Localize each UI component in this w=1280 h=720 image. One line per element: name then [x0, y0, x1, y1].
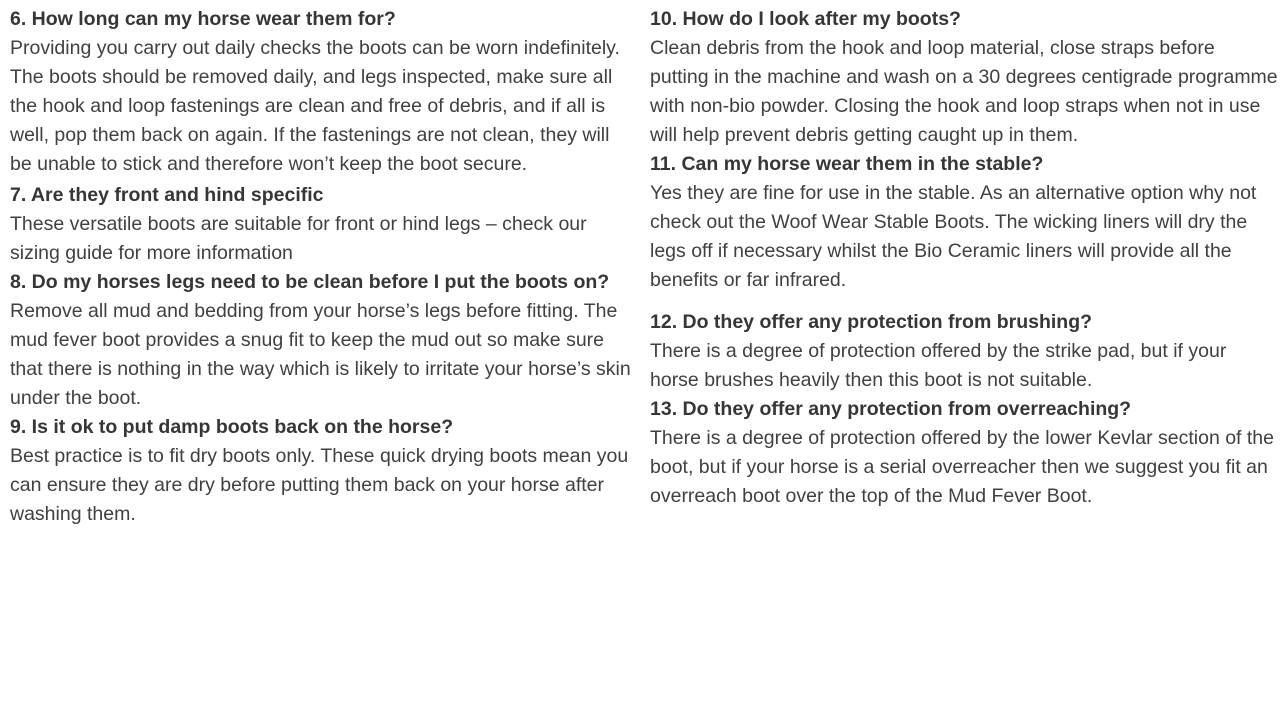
faq-answer: These versatile boots are suitable for front or hind legs – check our sizing guide for more information — [10, 213, 587, 264]
faq-item-6 — [10, 5, 635, 179]
faq-item-9 — [10, 413, 635, 529]
faq-question: 10. How do I look after my boots? — [650, 8, 961, 30]
faq-answer: Remove all mud and bedding from your horse’s legs before fitting. The mud fever boot provides a snug fit to keep the mud out so make sure that there is nothing in the way which is likely to irritate your horse’s skin under the boot. — [10, 300, 631, 409]
faq-question: 11. Can my horse wear them in the stable? — [650, 153, 1044, 175]
faq-question: 13. Do they offer any protection from overreaching? — [650, 398, 1132, 420]
faq-item-7 — [10, 181, 635, 268]
faq-answer: Clean debris from the hook and loop material, close straps before putting in the machine and wash on a 30 degrees centigrade programme with non-bio powder. Closing the hook and loop straps when not in use will help prevent debris getting caught up in them. — [650, 37, 1278, 146]
faq-question: 12. Do they offer any protection from brushing? — [650, 311, 1093, 333]
faq-answer: Best practice is to fit dry boots only. These quick drying boots mean you can ensure they are dry before putting them back on your horse after washing them. — [10, 445, 629, 525]
faq-question: 6. How long can my horse wear them for? — [10, 8, 396, 30]
faq-item-12 — [650, 308, 1278, 395]
faq-item-8 — [10, 268, 635, 413]
faq-right-column — [650, 5, 1278, 511]
faq-question: 9. Is it ok to put damp boots back on the horse? — [10, 416, 454, 438]
faq-item-11 — [650, 150, 1278, 295]
faq-question: 8. Do my horses legs need to be clean before I put the boots on? — [10, 271, 610, 293]
faq-left-column — [10, 5, 635, 529]
faq-answer: Yes they are fine for use in the stable. As an alternative option why not check out the Woof Wear Stable Boots. The wicking liners will dry the legs off if necessary whilst the Bio Ceramic liners will provide all the benefits or far infrared. — [650, 182, 1257, 291]
faq-item-10 — [650, 5, 1278, 150]
faq-answer: There is a degree of protection offered by the strike pad, but if your horse brushes heavily then this boot is not suitable. — [650, 340, 1227, 391]
faq-answer: Providing you carry out daily checks the boots can be worn indefinitely. The boots should be removed daily, and legs inspected, make sure all the hook and loop fastenings are clean and free of debris, and if all is well, pop them back on again. If the fastenings are not clean, they will be unable to stick and therefore won’t keep the boot secure. — [10, 37, 620, 175]
faq-answer: There is a degree of protection offered by the lower Kevlar section of the boot, but if your horse is a serial overreacher then we suggest you fit an overreach boot over the top of the Mud Fever Boot. — [650, 427, 1274, 507]
faq-question: 7. Are they front and hind specific — [10, 184, 324, 206]
faq-item-13 — [650, 395, 1278, 511]
